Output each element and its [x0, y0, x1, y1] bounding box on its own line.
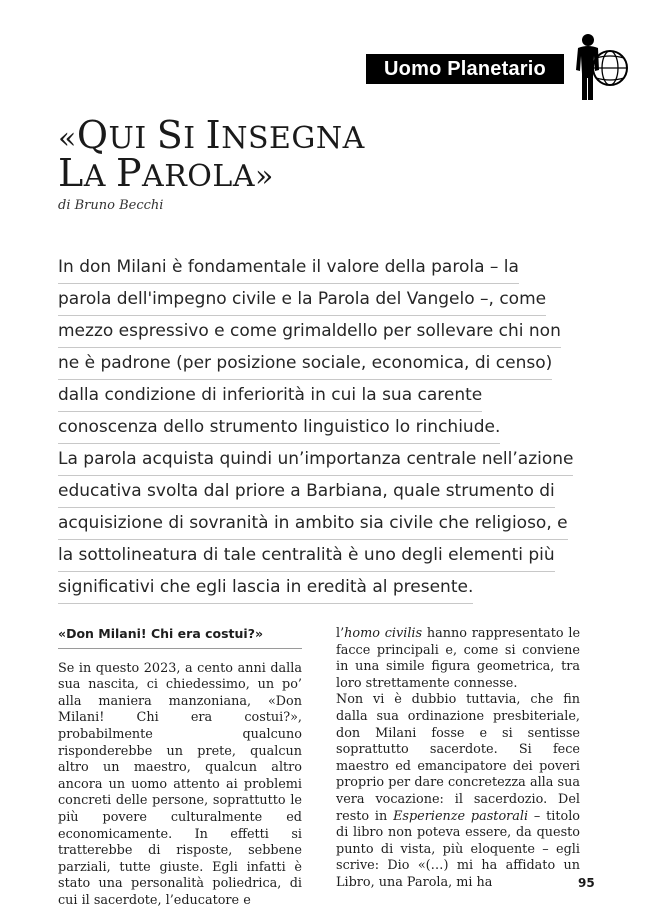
italic-book-title: Esperienze pastorali — [393, 808, 529, 824]
rubric-label: Uomo Planetario — [366, 54, 564, 84]
lead-paragraph — [58, 252, 578, 604]
man-with-globe-icon — [566, 30, 630, 102]
text-run: l’ — [336, 626, 345, 641]
lead-line: ne è padrone (per posizione sociale, economica, di censo) — [58, 348, 552, 380]
lead-line: mezzo espressivo e come grimaldello per sollevare chi non — [58, 316, 561, 348]
title-line-1: «QUI SI INSEGNA — [58, 113, 365, 157]
text-run: hanno rappresentato le facce principali e, come si conviene in una simile figura geometrica, tra loro strettamente connesse. — [336, 626, 581, 691]
italic-term: homo civilis — [344, 626, 423, 641]
lead-line: dalla condizione di inferiorità in cui la sua carente — [58, 380, 482, 412]
lead-line: conoscenza dello strumento linguistico lo rinchiude. — [58, 412, 500, 444]
title-line-2: LA PAROLA» — [58, 151, 274, 195]
body-paragraph — [336, 692, 580, 891]
text-run: – titolo di libro non poteva essere, da questo punto di vista, più eloquente – egli scrive: Dio «(…) mi ha affidato un Libro, una Parola, mi ha — [336, 808, 580, 890]
page-number: 95 — [578, 876, 595, 890]
lead-line: In don Milani è fondamentale il valore della parola – la — [58, 252, 519, 284]
body-paragraph — [336, 626, 580, 692]
lead-line: La parola acquista quindi un’importanza centrale nell’azione — [58, 444, 573, 476]
byline: di Bruno Becchi — [58, 198, 164, 213]
article-title — [58, 113, 365, 195]
body-column-right — [336, 626, 580, 892]
section-heading: «Don Milani! Chi era costui?» — [58, 626, 302, 649]
lead-line: significativi che egli lascia in eredità al presente. — [58, 572, 473, 604]
text-run: Non vi è dubbio tuttavia, che fin dalla sua ordinazione presbiteriale, don Milani fosse e si sentisse soprattutto sacerdote. Si fece maestro ed emancipatore dei poveri proprio per dare concretezza alla sua vera vocazione: il sacerdozio. Del resto in — [336, 692, 580, 824]
lead-line: educativa svolta dal priore a Barbiana, quale strumento di — [58, 476, 555, 508]
body-column-left — [58, 626, 302, 910]
lead-line: acquisizione di sovranità in ambito sia civile che religioso, e — [58, 508, 568, 540]
lead-line: la sottolineatura di tale centralità è uno degli elementi più — [58, 540, 555, 572]
lead-line: parola dell'impegno civile e la Parola del Vangelo –, come — [58, 284, 546, 316]
body-paragraph: Se in questo 2023, a cento anni dalla sua nascita, ci chiedessimo, un po’ alla maniera manzoniana, «Don Milani! Chi era costui?», probabilmente qualcuno risponderebbe un prete, qualcun altro un maestro, qualcun altro ancora un uomo attento ai problemi concreti delle persone, soprattutto le più povere culturalmente ed economicamente. In effetti si tratterebbe di risposte, sebbene parziali, tutte giuste. Egli infatti è stato una personalità poliedrica, di cui il sacerdote, l’educatore e — [58, 660, 302, 908]
